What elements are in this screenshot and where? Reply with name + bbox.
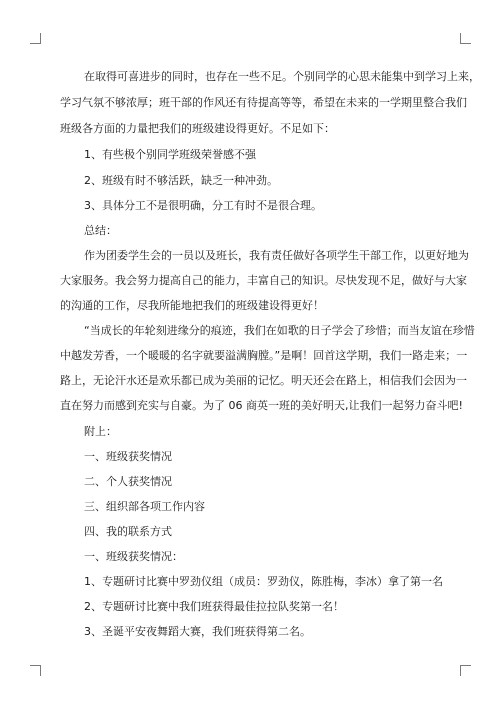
list-item: 2、专题研讨比赛中我们班获得最佳拉拉队奖第一名！ [84, 600, 344, 613]
paragraph-line: 班级各方面的力量把我们的班级建设得更好。不足如下： [60, 122, 335, 135]
list-item: 一、班级获奖情况 [84, 450, 172, 463]
list-item: 1、专题研讨比赛中罗劲仪组（成员：罗劲仪，陈胜梅，李冰）拿了第一名 [84, 575, 443, 588]
paragraph-line: 大家服务。我会努力提高自己的能力，丰富自己的知识。尽快发现不足，做好与大家 [60, 274, 467, 287]
paragraph-line: 作为团委学生会的一员以及班长，我有责任做好各项学生干部工作，以更好地为 [84, 249, 469, 262]
list-item: 三、组织部各项工作内容 [84, 500, 205, 513]
paragraph-line: 的沟通的工作，尽我所能地把我们的班级建设得更好！ [60, 299, 324, 312]
paragraph-line: 在取得可喜进步的同时，也存在一些不足。个别同学的心思未能集中到学习上来， [84, 70, 480, 83]
paragraph-line: 中越发芳香，一个暖暖的名字就要溢满胸膛。”是啊！回首这学期，我们一路走来；一 [60, 349, 468, 362]
list-item: 3、具体分工不是很明确，分工有时不是很合理。 [84, 199, 322, 212]
crop-mark-top-right [460, 33, 471, 44]
section-heading: 一、班级获奖情况： [84, 550, 183, 563]
crop-mark-bottom-right [460, 665, 471, 676]
paragraph-line: 直在努力而感到充实与自豪。为了 06 商英一班的美好明天,让我们一起努力奋斗吧! [60, 399, 463, 412]
list-item: 1、有些极个别同学班级荣誉感不强 [84, 148, 256, 161]
paragraph-line: 学习气氛不够浓厚；班干部的作风还有待提高等等，希望在未来的一学期里整合我们 [60, 96, 467, 109]
section-heading: 附上： [84, 425, 117, 438]
crop-mark-top-left [30, 33, 41, 44]
crop-mark-bottom-left [30, 665, 41, 676]
list-item: 四、我的联系方式 [84, 525, 172, 538]
paragraph-line: 路上，无论汗水还是欢乐都已成为美丽的记忆。明天还会在路上，相信我们会因为一 [60, 374, 467, 387]
list-item: 3、圣诞平安夜舞蹈大赛，我们班获得第二名。 [84, 625, 311, 638]
section-heading: 总结： [84, 224, 117, 237]
list-item: 二、个人获奖情况 [84, 475, 172, 488]
paragraph-line: “当成长的年轮刻进缘分的痕迹，我们在如歌的日子学会了珍惜；而当友谊在珍惜 [84, 324, 475, 337]
list-item: 2、班级有时不够活跃，缺乏一种冲劲。 [84, 174, 278, 187]
